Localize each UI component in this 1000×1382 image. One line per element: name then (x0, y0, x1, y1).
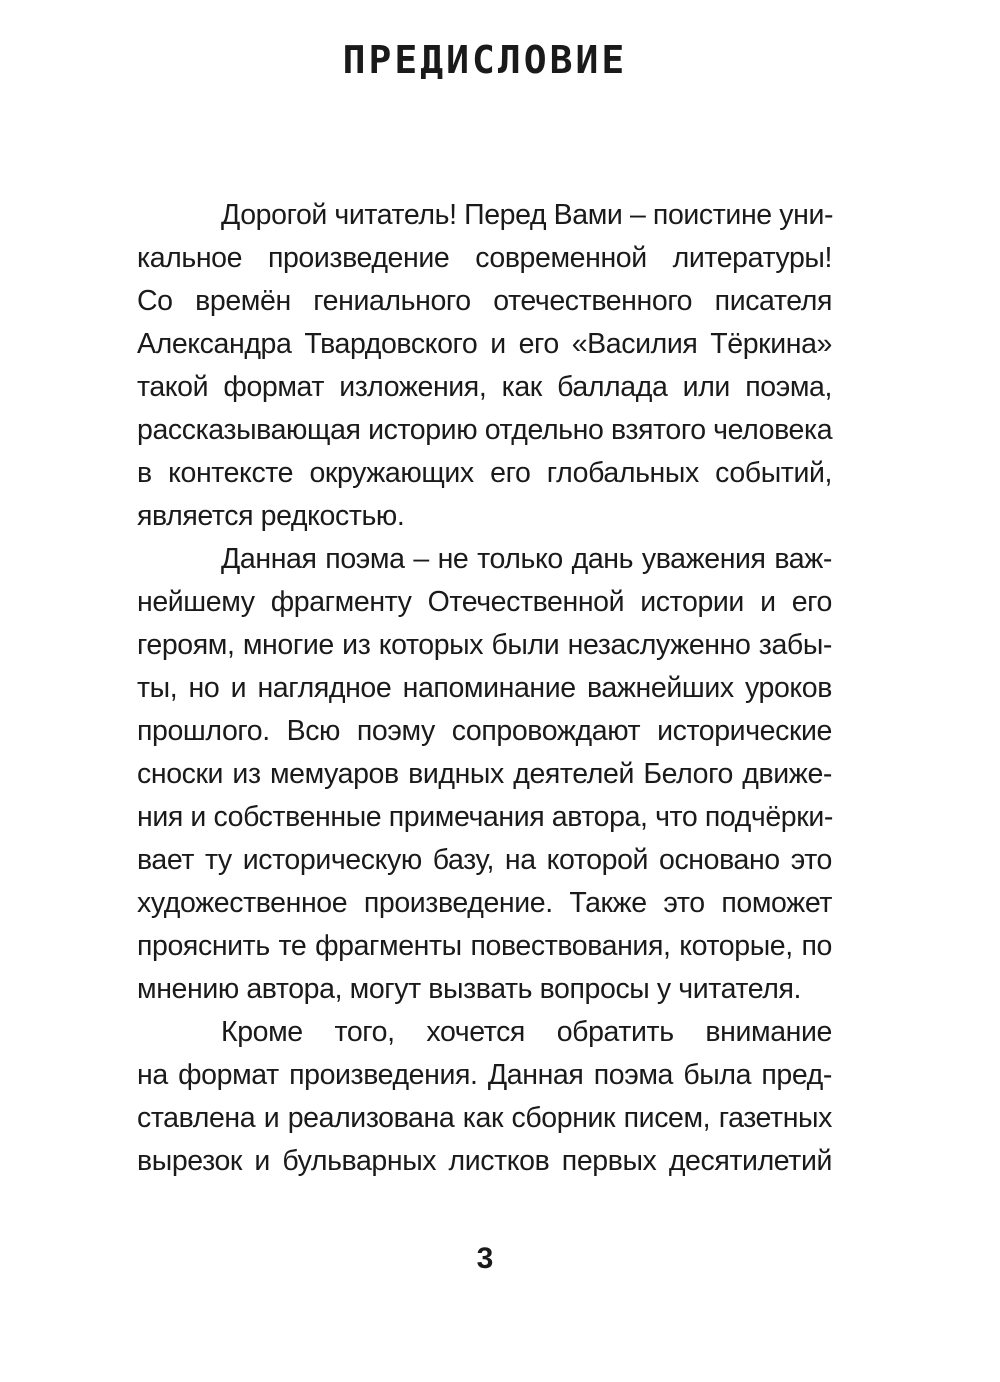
text-line: вает ту историческую базу, на которой основано это (137, 844, 832, 876)
text-line: прояснить те фрагменты повествования, которые, по (137, 930, 832, 962)
text-line: Со времён гениального отечественного писателя (137, 285, 832, 317)
text-line: Александра Твардовского и его «Василия Тёркина» (137, 328, 832, 360)
text-line: рассказывающая историю отдельно взятого человека (137, 414, 833, 446)
text-line: прошлого. Всю поэму сопровождают исторические (137, 715, 832, 747)
text-line: героям, многие из которых были незаслуженно забы- (137, 629, 832, 661)
page-number: 3 (476, 1242, 494, 1275)
text-line: такой формат изложения, как баллада или поэма, (137, 371, 832, 403)
text-line: кальное произведение современной литературы! (137, 242, 832, 274)
text-line: сноски из мемуаров видных деятелей Белого движе- (137, 758, 832, 790)
text-line: Кроме того, хочется обратить внимание (221, 1016, 832, 1048)
text-line: ставлена и реализована как сборник писем, газетных (137, 1102, 832, 1134)
text-line: является редкостью. (137, 500, 405, 532)
text-line: ния и собственные примечания автора, что подчёрки- (137, 801, 833, 833)
text-line: нейшему фрагменту Отечественной истории и его (137, 586, 832, 618)
text-line: мнению автора, могут вызвать вопросы у читателя. (137, 973, 802, 1005)
text-line: на формат произведения. Данная поэма была пред- (137, 1059, 832, 1091)
preface-text (137, 194, 832, 1183)
text-line: вырезок и бульварных листков первых десятилетий (137, 1145, 832, 1177)
text-line: Дорогой читатель! Перед Вами – поистине уни- (221, 199, 834, 231)
text-line: художественное произведение. Также это поможет (137, 887, 832, 919)
text-line: ты, но и наглядное напоминание важнейших уроков (137, 672, 832, 704)
page-title: ПРЕДИСЛОВИЕ (342, 38, 628, 82)
text-line: в контексте окружающих его глобальных событий, (137, 457, 832, 489)
text-line: Данная поэма – не только дань уважения важ- (221, 543, 832, 575)
